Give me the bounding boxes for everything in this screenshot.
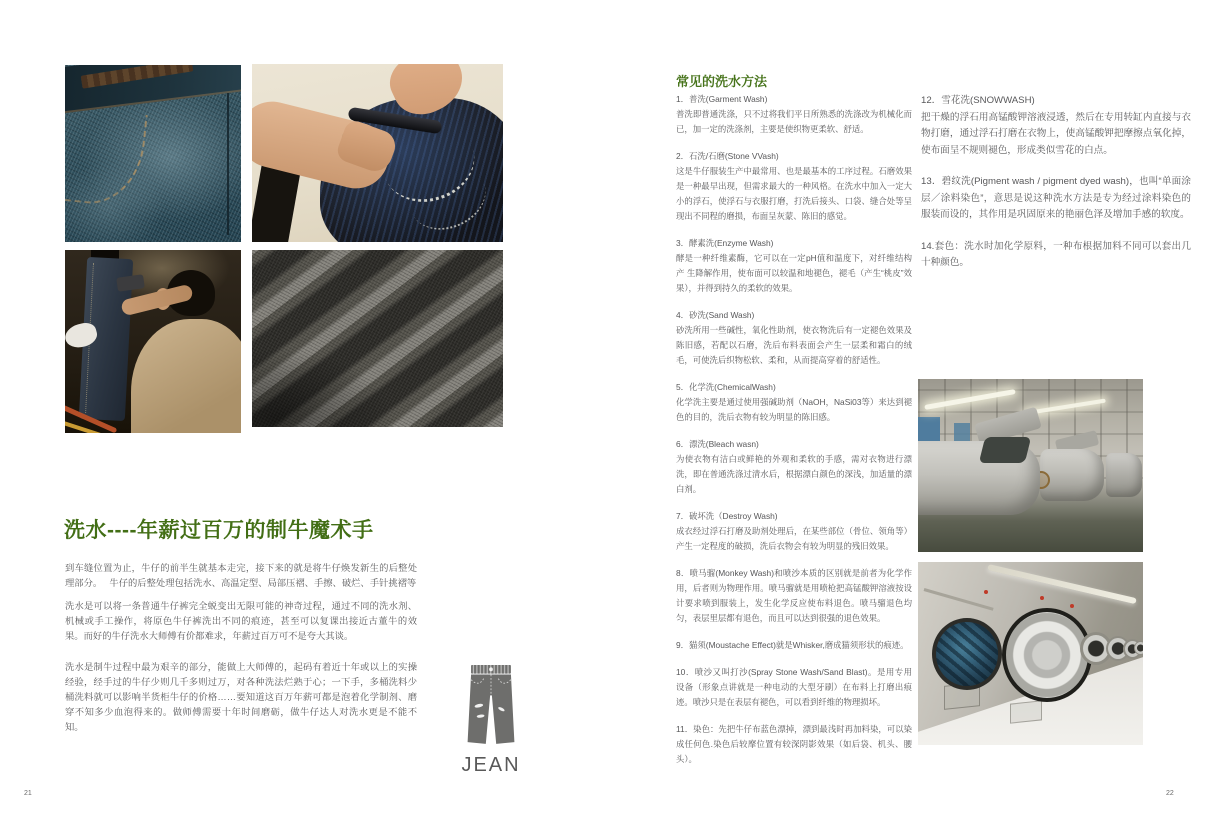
intro-paragraph-1: 到车缝位置为止，牛仔的前半生就基本走完，接下来的就是将牛仔焕发新生的后整处理部分。 牛仔的后整处理包括洗水、高温定型、局部压褶、手擦、破烂、手针挑褶等 xyxy=(65,563,417,589)
wash-method-text: 11．染色：先把牛仔布蓝色漂掉，漂到最浅时再加料染，可以染成任何色.染色后较摩位置有较深阴影效果（如后袋、机头、腰头）。 xyxy=(676,724,912,764)
wash-method-text: 为使衣物有洁白或鲜艳的外观和柔软的手感，需对衣物进行漂洗，即在普通洗涤过清水后，根据漂白颜色的深浅，加适量的漂白剂。 xyxy=(676,454,912,494)
porthole-small-4 xyxy=(1134,641,1143,655)
wash-method-item xyxy=(676,722,912,767)
denim-pocket-stitching xyxy=(65,107,148,208)
wash-method-text: 普洗即普通洗涤，只不过将我们平日所熟悉的洗涤改为机械化而已，加一定的洗涤剂，主要是使织物更柔软、舒适。 xyxy=(676,109,912,134)
wash-method-text: 9．猫须(Moustache Effect)就是Whisker,磨成猫须形状的痕迹。 xyxy=(676,640,909,650)
wash-method-item xyxy=(676,92,912,137)
indicator-light xyxy=(1040,596,1044,600)
photo-denim-whisker-texture xyxy=(252,250,503,427)
machine-opening xyxy=(979,437,1031,463)
wash-method-heading: 5．化学洗(ChemicalWash) xyxy=(676,382,776,392)
wash-method-text: 14.套色：洗水时加化学原料，一种布根据加料不同可以套出几十种颜色。 xyxy=(921,240,1191,268)
wash-method-item xyxy=(676,437,912,497)
page-title: 洗水----年薪过百万的制牛魔术手 xyxy=(64,519,374,543)
wash-method-heading: 3．酵素洗(Enzyme Wash) xyxy=(676,238,774,248)
wash-method-heading: 1．普洗(Garment Wash) xyxy=(676,94,768,104)
wash-method-item xyxy=(676,308,912,368)
wash-method-text: 酵是一种纤维素酶，它可以在一定pH值和温度下，对纤维结构产 生降解作用，使布面可以较温和地褪色，褪毛（产生“桃皮”效果），并得到持久的柔软的效果。 xyxy=(676,253,912,293)
page-number-right: 22 xyxy=(1166,790,1174,797)
wash-method-item xyxy=(676,380,912,425)
overhead-rail xyxy=(987,564,1136,604)
wash-method-item xyxy=(676,149,912,224)
wash-method-text: 这是牛仔服装生产中最常用、也是最基本的工序过程。石磨效果是一种最早出现，但需求最大的一种风格。在洗水中加入一定大小的浮石，使浮石与衣服打磨，打洗后接头、口袋、缝合处等呈现出不同程的磨损，布面呈灰蒙、陈旧的感觉。 xyxy=(676,166,912,221)
factory-window xyxy=(918,417,940,443)
intro-paragraph-2: 洗水是可以将一条普通牛仔裤完全蜕变出无限可能的神奇过程，通过不同的洗水剂、机械或手工操作，将原色牛仔裤洗出不同的痕迹，甚至可以复课出接近古董牛的效果。而好的牛仔洗水大师傅有价都难求，年薪过百万可不是夸大其谈。 xyxy=(65,601,417,642)
wash-method-text: 13．碧纹洗(Pigment wash / pigment dyed wash)，也叫“单面涂层／涂料染色”，意思是说这种洗水方法是专为经过涂料染色的服装而设的，其作用是巩固原来的艳丽色泽及增加手感的软度。 xyxy=(921,176,1191,220)
jean-badge xyxy=(438,662,544,777)
wash-method-text: 成衣经过浮石打磨及助剂处理后，在某些部位（骨位、领角等）产生一定程度的破损，洗后衣物会有较为明显的残旧效果。 xyxy=(676,526,912,551)
wash-method-text: 砂洗所用一些碱性，氧化性助剂，使衣物洗后有一定褪色效果及陈旧感，若配以石磨，洗后布料表面会产生一层柔和霜白的绒毛，可使洗后织物松软、柔和，从而提高穿着的舒适性。 xyxy=(676,325,912,365)
jean-label: JEAN xyxy=(461,754,521,776)
wash-method-text: 8．喷马骝(Monkey Wash)和喷沙本质的区别就是前者为化学作用，后者则为物理作用。喷马骝就是用喷枪把高锰酸钾溶液按设计要求喷到服装上，发生化学反应使布料退色。喷马骝退色均匀，表层里层都有退色，而且可以达到很强的退色效果。 xyxy=(676,568,912,623)
machine-panel-2 xyxy=(1010,700,1042,723)
wash-method-heading: 4．砂洗(Sand Wash) xyxy=(676,310,755,320)
wash-method-item xyxy=(676,665,912,710)
intro-paragraph-3: 洗水是制牛过程中最为艰辛的部分，能做上大师傅的，起码有着近十年或以上的实操经验，经手过的牛仔少则几千多则过万，对各种洗法烂熟于心；一下手，多桶洗料少桶洗料就可以影响半货柜牛仔的价格……要知道这百万年薪可都是泡着化学制剂、磨穿不知多少血泡得来的。做师傅需要十年时间磨砺，做牛仔达人对洗水更是不能不知。 xyxy=(65,662,417,733)
spray-gun xyxy=(116,274,145,292)
wash-methods-column-2 xyxy=(921,93,1191,287)
wash-method-item xyxy=(676,566,912,626)
photo-denim-closeup xyxy=(65,65,241,242)
factory-window-2 xyxy=(954,423,970,441)
indicator-light xyxy=(1070,604,1074,608)
wash-method-text: 10．喷沙又叫打沙(Spray Stone Wash/Sand Blast)。是用专用设备（形象点讲就是一种电动的大型牙刷）在布料上打磨出痕迹。喷沙只是在表层有褪色，可以看到纤维的物理损坏。 xyxy=(676,667,912,707)
photo-washing-machines-factory xyxy=(918,379,1143,552)
wash-method-heading: 2．石洗/石磨(Stone VVash) xyxy=(676,151,779,161)
washing-machine-3 xyxy=(1106,453,1142,497)
wash-method-text: 把干燥的浮石用高锰酸钾溶液浸透，然后在专用转缸内直接与衣物打磨，通过浮石打磨在衣物上，使高锰酸钾把摩擦点氧化掉，使布面呈不规则褪色，形成类似雪花的白点。 xyxy=(921,111,1191,156)
jeans-icon xyxy=(465,662,517,746)
wash-method-heading: 12．雪花洗(SNOWWASH) xyxy=(921,95,1035,106)
section-title: 常见的洗水方法 xyxy=(676,73,768,89)
page-number-left: 21 xyxy=(24,790,32,797)
wash-method-text: 化学洗主要是通过使用强碱助剂（NaOH，NaSi03等）来达到褪色的目的，洗后衣物有较为明显的陈旧感。 xyxy=(676,397,912,422)
wash-method-item xyxy=(676,236,912,296)
wash-method-heading: 7．破坏洗（Destroy Wash) xyxy=(676,511,778,521)
wash-methods-column-1 xyxy=(676,92,912,779)
wash-method-item xyxy=(676,638,912,653)
denim-side-seam xyxy=(227,93,229,235)
photo-worker-spraying-jeans xyxy=(65,250,241,433)
worker-shirt xyxy=(131,319,241,433)
wash-method-item xyxy=(676,509,912,554)
photo-hand-sanding-denim xyxy=(252,64,503,242)
porthole-blue-denim xyxy=(932,618,1002,690)
wash-method-item xyxy=(921,93,1191,159)
wash-method-item xyxy=(921,239,1191,272)
wash-method-item xyxy=(921,174,1191,224)
photo-porthole-washers xyxy=(918,562,1143,745)
porthole-open-door xyxy=(1002,608,1092,702)
indicator-light xyxy=(984,590,988,594)
washing-machine-2 xyxy=(1040,449,1104,501)
wash-method-heading: 6．漂洗(Bleach wasn) xyxy=(676,439,759,449)
